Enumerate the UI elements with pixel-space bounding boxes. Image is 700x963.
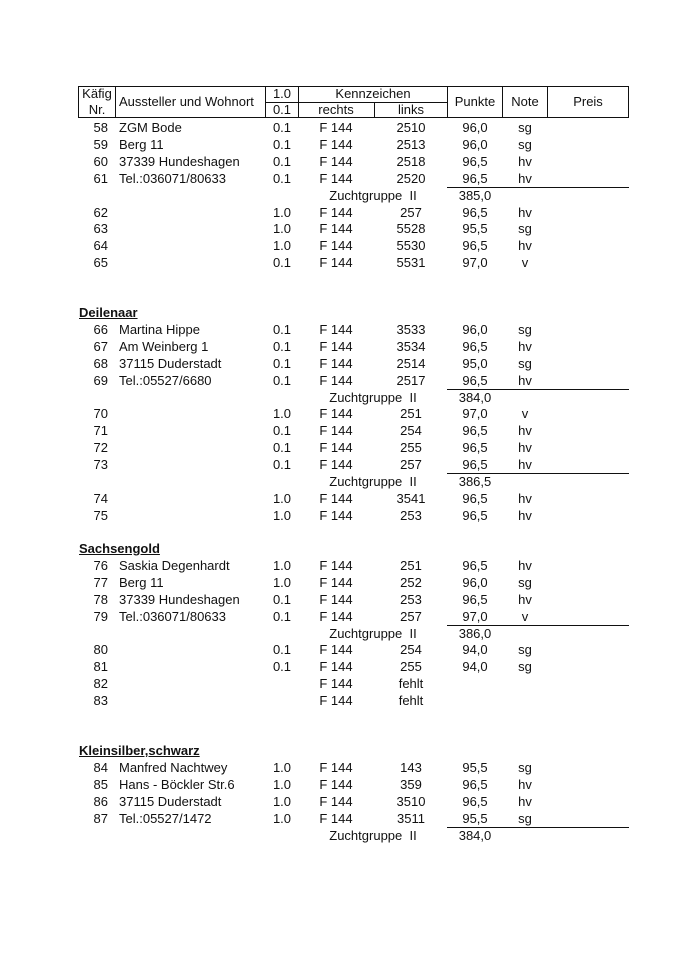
row-name: Martina Hippe bbox=[119, 321, 200, 337]
row-pts: 96,0 bbox=[462, 136, 488, 152]
row-num: 2510 bbox=[396, 120, 426, 135]
row-num: 255 bbox=[400, 659, 422, 675]
row-pts: 96,5 bbox=[462, 238, 488, 254]
row-note: hv bbox=[518, 591, 532, 607]
row-note: sg bbox=[518, 120, 532, 135]
header-kennzeichen: Kennzeichen bbox=[335, 86, 411, 101]
row-nr: 73 bbox=[93, 457, 108, 473]
row-sex: 1.0 bbox=[272, 507, 292, 523]
row-ring: F 144 bbox=[319, 120, 353, 135]
row-nr: 65 bbox=[93, 255, 108, 271]
group-sum-line bbox=[447, 625, 629, 626]
row-nr: 67 bbox=[93, 338, 108, 354]
row-note: hv bbox=[518, 793, 532, 809]
row-name: 37339 Hundeshagen bbox=[119, 153, 240, 169]
row-ring: F 144 bbox=[319, 204, 353, 220]
row-name: Tel.:05527/1472 bbox=[119, 810, 212, 826]
row-name: Hans - Böckler Str.6 bbox=[119, 776, 235, 792]
row-nr: 68 bbox=[93, 355, 108, 371]
row-ring: F 144 bbox=[319, 574, 353, 590]
row-nr: 77 bbox=[93, 574, 108, 590]
row-nr: 62 bbox=[93, 204, 108, 220]
row-nr: 82 bbox=[93, 676, 108, 692]
row-num: fehlt bbox=[398, 693, 424, 709]
row-pts: 95,5 bbox=[462, 759, 488, 775]
row-pts: 94,0 bbox=[462, 642, 488, 658]
row-nr: 80 bbox=[93, 642, 108, 658]
group-sum: 384,0 bbox=[458, 827, 492, 843]
row-sex: 0.1 bbox=[272, 153, 292, 169]
row-sex: 0.1 bbox=[272, 608, 292, 624]
row-pts: 95,5 bbox=[462, 810, 488, 826]
row-nr: 83 bbox=[93, 693, 108, 709]
row-num: 5530 bbox=[396, 238, 426, 254]
row-ring: F 144 bbox=[319, 659, 353, 675]
row-name: 37115 Duderstadt bbox=[119, 355, 222, 371]
row-ring: F 144 bbox=[319, 759, 353, 775]
row-sex: 1.0 bbox=[272, 238, 292, 254]
row-note: v bbox=[521, 255, 529, 271]
row-num: 2520 bbox=[396, 170, 426, 186]
row-num: 257 bbox=[400, 204, 422, 220]
row-ring: F 144 bbox=[319, 423, 353, 439]
row-note: sg bbox=[518, 574, 532, 590]
row-pts: 96,0 bbox=[462, 574, 488, 590]
row-ring: F 144 bbox=[319, 507, 353, 523]
row-nr: 75 bbox=[93, 507, 108, 523]
row-ring: F 144 bbox=[319, 608, 353, 624]
header-kaefig-line1: Käfig bbox=[82, 86, 112, 101]
row-note: sg bbox=[518, 355, 532, 371]
row-ring: F 144 bbox=[319, 221, 353, 237]
row-pts: 96,5 bbox=[462, 153, 488, 169]
row-ring: F 144 bbox=[319, 693, 353, 709]
row-num: 254 bbox=[400, 423, 422, 439]
header-note: Note bbox=[511, 94, 539, 109]
row-note: hv bbox=[518, 440, 532, 456]
row-nr: 60 bbox=[93, 153, 108, 169]
row-ring: F 144 bbox=[319, 238, 353, 254]
row-num: 257 bbox=[400, 457, 422, 473]
row-pts: 96,0 bbox=[462, 321, 488, 337]
row-pts: 96,5 bbox=[462, 423, 488, 439]
row-sex: 1.0 bbox=[272, 406, 292, 422]
row-sex: 0.1 bbox=[272, 255, 292, 271]
row-ring: F 144 bbox=[319, 591, 353, 607]
group-label: Zuchtgruppe II bbox=[329, 187, 417, 203]
row-pts: 95,0 bbox=[462, 355, 488, 371]
row-sex: 0.1 bbox=[272, 170, 292, 186]
row-ring: F 144 bbox=[319, 440, 353, 456]
row-sex: 0.1 bbox=[272, 423, 292, 439]
row-pts: 97,0 bbox=[462, 406, 488, 422]
row-name: Berg 11 bbox=[119, 574, 164, 590]
group-sum-line bbox=[447, 827, 629, 828]
row-num: 2517 bbox=[396, 372, 426, 388]
row-name: Tel.:036071/80633 bbox=[119, 608, 226, 624]
row-num: 3534 bbox=[396, 338, 426, 354]
row-pts: 96,5 bbox=[462, 338, 488, 354]
row-ring: F 144 bbox=[319, 406, 353, 422]
row-sex: 1.0 bbox=[272, 793, 292, 809]
row-sex: 1.0 bbox=[272, 490, 292, 506]
row-num: 5531 bbox=[396, 255, 426, 271]
row-name: Tel.:05527/6680 bbox=[119, 372, 212, 388]
row-pts: 94,0 bbox=[462, 659, 488, 675]
row-ring: F 144 bbox=[319, 255, 353, 271]
row-ring: F 144 bbox=[319, 490, 353, 506]
row-pts: 96,5 bbox=[462, 457, 488, 473]
row-ring: F 144 bbox=[319, 372, 353, 388]
row-num: 3510 bbox=[396, 793, 426, 809]
row-nr: 79 bbox=[93, 608, 108, 624]
row-num: 2514 bbox=[396, 355, 426, 371]
row-num: 2513 bbox=[396, 136, 426, 152]
row-sex: 0.1 bbox=[272, 372, 292, 388]
row-note: sg bbox=[518, 321, 532, 337]
row-pts: 96,5 bbox=[462, 440, 488, 456]
row-nr: 59 bbox=[93, 136, 108, 152]
header-kaefig-line2: Nr. bbox=[88, 102, 106, 117]
group-sum: 385,0 bbox=[458, 187, 492, 203]
header-sex-line2: 0.1 bbox=[272, 102, 292, 117]
row-note: hv bbox=[518, 423, 532, 439]
row-note: hv bbox=[518, 457, 532, 473]
row-nr: 71 bbox=[93, 423, 108, 439]
row-pts: 96,5 bbox=[462, 507, 488, 523]
row-note: hv bbox=[518, 153, 532, 169]
row-nr: 87 bbox=[93, 810, 108, 826]
row-num: 5528 bbox=[396, 221, 426, 237]
row-nr: 74 bbox=[93, 490, 108, 506]
row-pts: 96,5 bbox=[462, 591, 488, 607]
row-name: Saskia Degenhardt bbox=[119, 557, 230, 573]
row-pts: 97,0 bbox=[462, 608, 488, 624]
row-sex: 1.0 bbox=[272, 574, 292, 590]
row-ring: F 144 bbox=[319, 355, 353, 371]
row-sex: 0.1 bbox=[272, 659, 292, 675]
row-note: sg bbox=[518, 759, 532, 775]
row-nr: 63 bbox=[93, 221, 108, 237]
row-note: hv bbox=[518, 372, 532, 388]
row-pts: 96,5 bbox=[462, 490, 488, 506]
row-ring: F 144 bbox=[319, 457, 353, 473]
row-name: Manfred Nachtwey bbox=[119, 759, 228, 775]
header-punkte: Punkte bbox=[454, 94, 496, 109]
row-nr: 66 bbox=[93, 321, 108, 337]
row-pts: 96,5 bbox=[462, 776, 488, 792]
row-num: 143 bbox=[400, 759, 422, 775]
row-note: sg bbox=[518, 810, 532, 826]
row-note: sg bbox=[518, 642, 532, 658]
row-sex: 0.1 bbox=[272, 591, 292, 607]
row-ring: F 144 bbox=[319, 153, 353, 169]
row-note: sg bbox=[518, 659, 532, 675]
row-sex: 0.1 bbox=[272, 642, 292, 658]
row-nr: 84 bbox=[93, 759, 108, 775]
group-sum: 386,5 bbox=[458, 474, 492, 489]
row-ring: F 144 bbox=[319, 793, 353, 809]
row-ring: F 144 bbox=[319, 338, 353, 354]
group-sum-line bbox=[447, 473, 629, 474]
row-num: 255 bbox=[400, 440, 422, 456]
row-note: hv bbox=[518, 776, 532, 792]
row-note: sg bbox=[518, 136, 532, 152]
row-pts: 96,5 bbox=[462, 793, 488, 809]
row-note: hv bbox=[518, 490, 532, 506]
row-nr: 72 bbox=[93, 440, 108, 456]
row-sex: 0.1 bbox=[272, 440, 292, 456]
row-sex: 1.0 bbox=[272, 221, 292, 237]
header-sex-line1: 1.0 bbox=[272, 86, 292, 101]
row-num: 3533 bbox=[396, 321, 426, 337]
row-nr: 81 bbox=[93, 659, 108, 675]
group-sum-line bbox=[447, 187, 629, 188]
row-num: 254 bbox=[400, 642, 422, 658]
header-rechts: rechts bbox=[318, 102, 354, 117]
row-sex: 1.0 bbox=[272, 810, 292, 826]
group-sum: 384,0 bbox=[458, 389, 492, 405]
row-pts: 96,5 bbox=[462, 372, 488, 388]
row-name: Am Weinberg 1 bbox=[119, 338, 209, 354]
row-pts: 97,0 bbox=[462, 255, 488, 271]
row-num: 251 bbox=[400, 557, 422, 573]
row-sex: 0.1 bbox=[272, 355, 292, 371]
row-name: Tel.:036071/80633 bbox=[119, 170, 226, 186]
section-title: Kleinsilber,schwarz bbox=[79, 743, 200, 758]
row-nr: 69 bbox=[93, 372, 108, 388]
row-note: hv bbox=[518, 238, 532, 254]
section-title: Sachsengold bbox=[79, 541, 160, 556]
row-name: 37115 Duderstadt bbox=[119, 793, 222, 809]
row-ring: F 144 bbox=[319, 136, 353, 152]
row-note: v bbox=[521, 406, 529, 422]
row-num: fehlt bbox=[398, 676, 424, 692]
row-ring: F 144 bbox=[319, 321, 353, 337]
row-note: hv bbox=[518, 557, 532, 573]
row-num: 253 bbox=[400, 591, 422, 607]
row-ring: F 144 bbox=[319, 170, 353, 186]
row-ring: F 144 bbox=[319, 676, 353, 692]
row-ring: F 144 bbox=[319, 557, 353, 573]
header-aussteller: Aussteller und Wohnort bbox=[119, 94, 254, 109]
row-sex: 1.0 bbox=[272, 759, 292, 775]
row-nr: 86 bbox=[93, 793, 108, 809]
header-preis: Preis bbox=[573, 94, 603, 109]
row-sex: 0.1 bbox=[272, 338, 292, 354]
group-sum: 386,0 bbox=[458, 625, 492, 641]
row-nr: 58 bbox=[93, 120, 108, 135]
group-label: Zuchtgruppe II bbox=[329, 474, 417, 489]
row-sex: 0.1 bbox=[272, 136, 292, 152]
row-num: 359 bbox=[400, 776, 422, 792]
row-num: 2518 bbox=[396, 153, 426, 169]
row-sex: 0.1 bbox=[272, 457, 292, 473]
row-sex: 1.0 bbox=[272, 557, 292, 573]
row-ring: F 144 bbox=[319, 642, 353, 658]
row-note: sg bbox=[518, 221, 532, 237]
row-name: Berg 11 bbox=[119, 136, 164, 152]
row-ring: F 144 bbox=[319, 810, 353, 826]
row-sex: 0.1 bbox=[272, 321, 292, 337]
row-num: 252 bbox=[400, 574, 422, 590]
row-sex: 0.1 bbox=[272, 120, 292, 135]
group-label: Zuchtgruppe II bbox=[329, 389, 417, 405]
row-nr: 85 bbox=[93, 776, 108, 792]
row-sex: 1.0 bbox=[272, 204, 292, 220]
row-num: 3541 bbox=[396, 490, 426, 506]
row-note: v bbox=[521, 608, 529, 624]
row-nr: 70 bbox=[93, 406, 108, 422]
row-pts: 95,5 bbox=[462, 221, 488, 237]
row-num: 253 bbox=[400, 507, 422, 523]
row-num: 251 bbox=[400, 406, 422, 422]
section-title: Deilenaar bbox=[79, 305, 138, 320]
row-num: 3511 bbox=[397, 810, 425, 826]
row-note: hv bbox=[518, 170, 532, 186]
row-nr: 61 bbox=[93, 170, 108, 186]
row-note: hv bbox=[518, 204, 532, 220]
row-nr: 76 bbox=[93, 557, 108, 573]
row-pts: 96,5 bbox=[462, 204, 488, 220]
row-nr: 64 bbox=[93, 238, 108, 254]
row-note: hv bbox=[518, 507, 532, 523]
group-label: Zuchtgruppe II bbox=[329, 625, 417, 641]
row-note: hv bbox=[518, 338, 532, 354]
row-num: 257 bbox=[400, 608, 422, 624]
row-pts: 96,5 bbox=[462, 170, 488, 186]
header-links: links bbox=[397, 102, 424, 117]
row-sex: 1.0 bbox=[272, 776, 292, 792]
group-label: Zuchtgruppe II bbox=[329, 827, 417, 843]
group-sum-line bbox=[447, 389, 629, 390]
row-name: ZGM Bode bbox=[119, 120, 182, 135]
row-nr: 78 bbox=[93, 591, 108, 607]
row-pts: 96,5 bbox=[462, 557, 488, 573]
row-name: 37339 Hundeshagen bbox=[119, 591, 240, 607]
row-pts: 96,0 bbox=[462, 120, 488, 135]
row-ring: F 144 bbox=[319, 776, 353, 792]
